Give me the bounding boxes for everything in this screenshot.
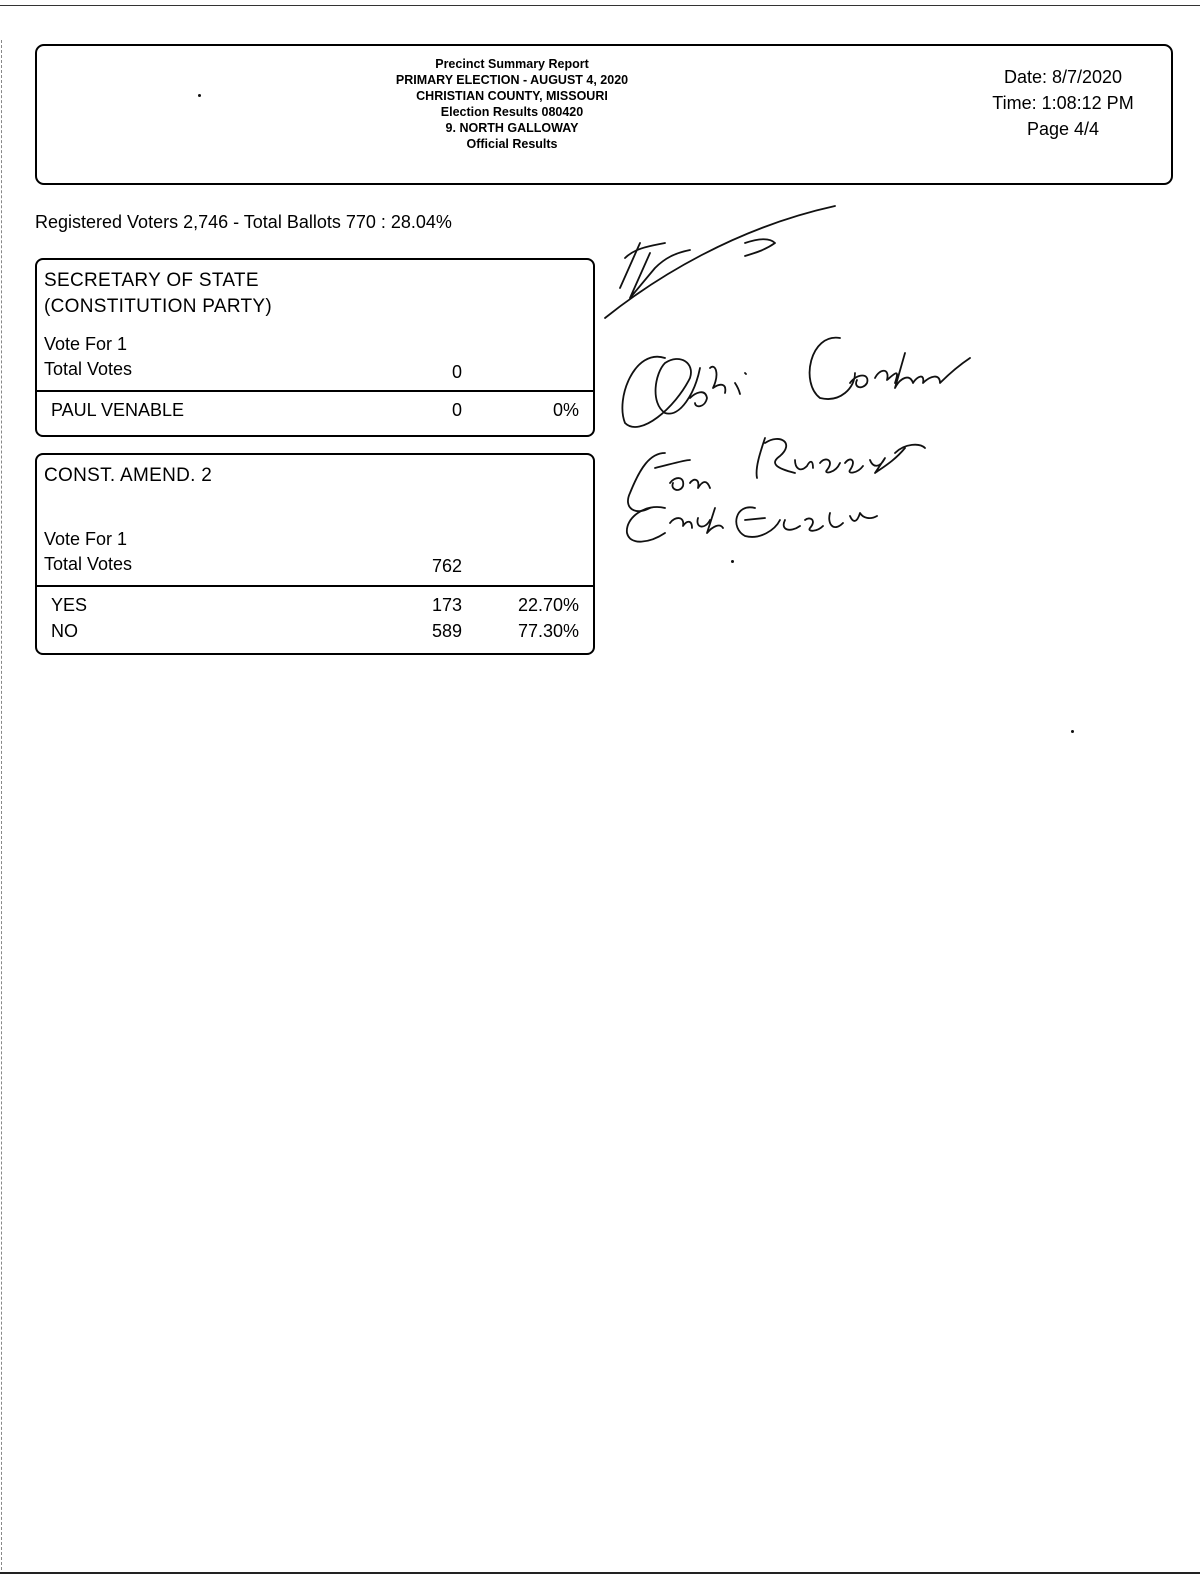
county-name: CHRISTIAN COUNTY, MISSOURI [416,89,608,103]
total-votes-value: 0 [451,362,462,382]
vote-for-label: Vote For 1 [44,529,128,549]
choice-percent: 22.70% [517,595,579,615]
voter-turnout-summary: Registered Voters 2,746 - Total Ballots 770 : 28.04% [35,212,452,232]
choice-name: NO [51,621,78,641]
total-votes-label: Total Votes [44,359,133,379]
choice-votes: 589 [431,621,462,641]
contest-title-line: (CONSTITUTION PARTY) [44,296,273,317]
scan-edge-bottom [0,1572,1200,1574]
report-header [35,44,1173,185]
choice-percent: 77.30% [517,621,579,641]
choice-votes: 0 [451,400,462,420]
total-votes-value: 762 [431,556,462,576]
signature-initials [605,206,835,318]
choice-row [37,621,593,647]
report-meta [963,64,1163,142]
results-status: Official Results [466,137,558,151]
page-number: Page 4/4 [1026,119,1100,139]
divider [37,585,593,587]
scan-edge-top [0,5,1200,6]
signature-2 [628,438,925,511]
signatures-drawing [595,198,1015,578]
choice-votes: 173 [431,595,462,615]
results-id: Election Results 080420 [440,105,584,119]
contest-title-line: CONST. AMEND. 2 [44,465,213,486]
signature-block [595,198,1015,578]
signature-1 [622,338,970,427]
report-time: Time: 1:08:12 PM [992,93,1134,113]
report-title: Precinct Summary Report [435,57,589,71]
vote-for-label: Vote For 1 [44,334,128,354]
contest-title [44,268,272,320]
report-date: Date: 8/7/2020 [1003,67,1123,87]
choice-row [37,595,593,621]
choice-row [37,400,593,426]
choice-name: YES [51,595,88,615]
precinct-name: 9. NORTH GALLOWAY [445,121,579,135]
report-title-block [337,56,687,152]
scan-edge-left [1,40,2,1570]
total-votes-label: Total Votes [44,554,133,574]
divider [37,390,593,392]
contest-const-amend-2 [35,453,595,655]
contest-secretary-of-state [35,258,595,437]
signature-3 [627,507,877,542]
election-name: PRIMARY ELECTION - AUGUST 4, 2020 [395,73,629,87]
contest-title-line: SECRETARY OF STATE [44,270,259,291]
scan-speck [1071,730,1074,733]
choice-name: PAUL VENABLE [51,400,185,420]
contest-title [44,463,212,489]
choice-percent: 0% [552,400,579,420]
